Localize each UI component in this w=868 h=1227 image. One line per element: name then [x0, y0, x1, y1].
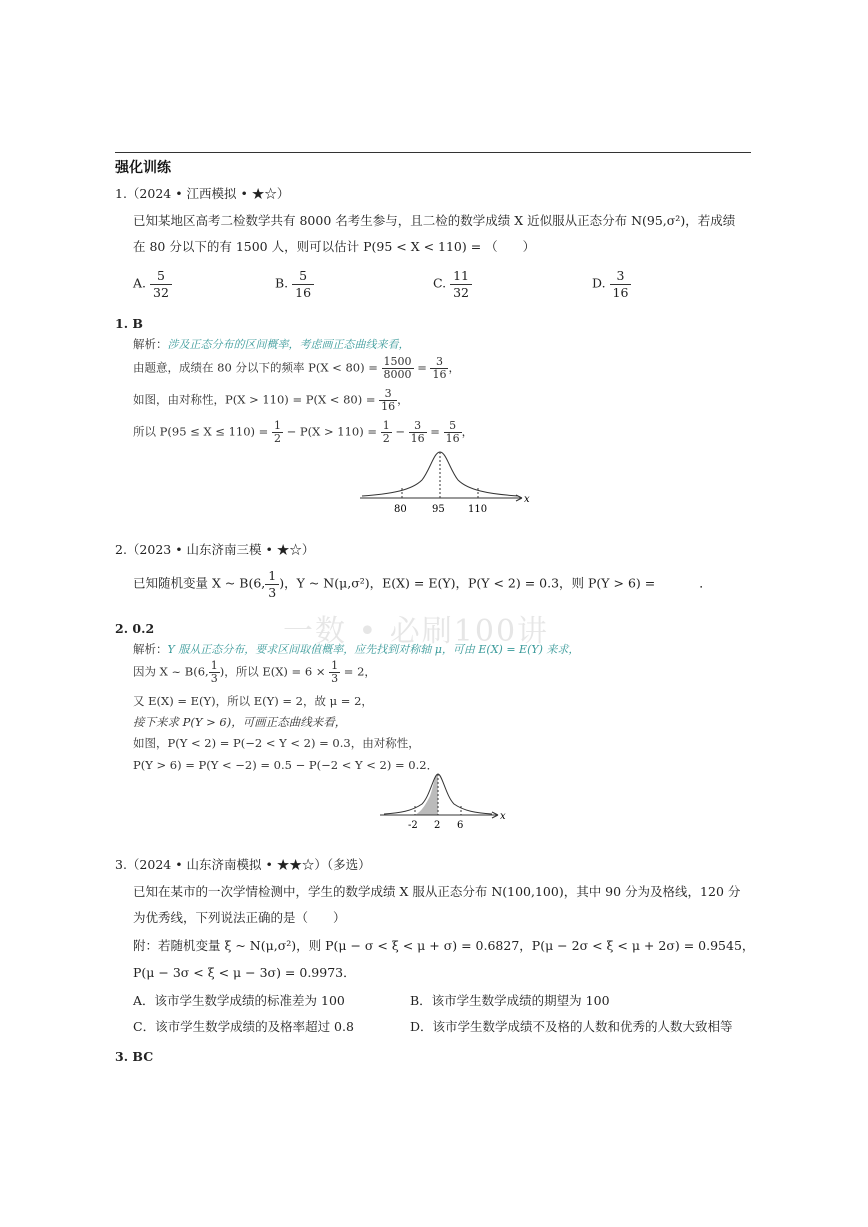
tick-label-95: 95 — [432, 504, 445, 515]
q3-answer: 3. BC — [115, 1049, 154, 1064]
q3-stem-line1: 已知在某市的一次学情检测中，学生的数学成绩 X 服从正态分布 N(100,100)，其中 90 分为及格线，120 分 — [133, 884, 741, 899]
watermark: 一数 • 必刷100讲 — [283, 614, 550, 649]
q2-stem: 已知随机变量 X ~ B(6, $\frac{1}{3}$ )，Y ~ N(μ,σ²)，E(X) = E(Y)，P(Y < 2) = 0.3，则 P(Y > 6) = ． — [133, 568, 712, 600]
q1-solution-line3: 如图，由对称性，P(X > 110) = P(X < 80) = $\frac{3}{16}$ ， — [133, 387, 409, 414]
tick-label-6: 6 — [457, 820, 464, 830]
q3-appendix-line1: 附：若随机变量 ξ ~ N(μ,σ²)，则 P(μ − σ < ξ < μ + σ) = 0.6827，P(μ − 2σ < ξ < μ + 2σ) = 0.9545， — [133, 938, 755, 953]
option-label: B. — [275, 275, 289, 291]
q1-normal-curve-graph — [352, 440, 537, 518]
q2-header: 2.（2023 • 山东济南三模 • ★☆） — [115, 542, 315, 557]
q3-stem-line2: 为优秀线，下列说法正确的是（ ） — [133, 910, 346, 925]
option-fraction: $\frac{5}{16}$ — [292, 268, 314, 300]
header-rule — [115, 152, 751, 153]
q2-solution-line2: 因为 X ~ B(6, $\frac{1}{3}$ )，所以 E(X) = 6 × $\frac{1}{3}$ = 2， — [133, 659, 376, 686]
q3-option-c[interactable]: C．该市学生数学成绩的及格率超过 0.8 — [133, 1019, 354, 1034]
q1-option-b[interactable] — [275, 268, 314, 300]
q1-solution-hint: 解析：涉及正态分布的区间概率，考虑画正态曲线来看， — [133, 337, 410, 351]
option-label: D. — [592, 275, 606, 291]
option-fraction: $\frac{3}{16}$ — [610, 268, 632, 300]
tick-label-80: 80 — [394, 504, 407, 515]
q2-solution-line5: 如图，P(Y < 2) = P(−2 < Y < 2) = 0.3，由对称性， — [133, 736, 420, 750]
q1-stem-line2: 在 80 分以下的有 1500 人，则可以估计 P(95 < X < 110) = （ ） — [133, 239, 536, 254]
q1-answer: 1. B — [115, 316, 143, 331]
q1-option-d[interactable] — [592, 268, 631, 300]
option-label: A. — [133, 275, 147, 291]
option-fraction: $\frac{11}{32}$ — [450, 268, 472, 300]
axis-label: x — [524, 494, 530, 505]
q2-normal-curve-graph — [378, 770, 513, 830]
q3-option-a[interactable]: A．该市学生数学成绩的标准差为 100 — [133, 993, 345, 1008]
q1-solution-line4: 所以 P(95 ≤ X ≤ 110) = $\frac{1}{2}$ − P(X > 110) = $\frac{1}{2}$ − $\frac{3}{16}$ = $\frac{5}{16}$ ， — [133, 419, 474, 446]
shaded-region — [415, 774, 438, 815]
q3-option-d[interactable]: D．该市学生数学成绩不及格的人数和优秀的人数大致相等 — [410, 1019, 733, 1034]
q1-option-c[interactable] — [433, 268, 472, 300]
q1-header: 1.（2024 • 江西模拟 • ★☆） — [115, 186, 290, 201]
axis-label: x — [500, 811, 506, 822]
q1-stem-line1: 已知某地区高考二检数学共有 8000 名考生参与，且二检的数学成绩 X 近似服从正态分布 N(95,σ²)，若成绩 — [133, 213, 736, 228]
q2-answer: 2. 0.2 — [115, 621, 155, 636]
q3-appendix-line2: P(μ − 3σ < ξ < μ − 3σ) = 0.9973． — [133, 965, 356, 980]
q1-option-a[interactable] — [133, 268, 172, 300]
option-fraction: $\frac{5}{32}$ — [150, 268, 172, 300]
tick-label-110: 110 — [468, 504, 488, 515]
tick-label-neg2: -2 — [408, 820, 418, 830]
option-label: C. — [433, 275, 447, 291]
section-title: 强化训练 — [115, 160, 171, 176]
tick-label-2: 2 — [434, 820, 441, 830]
q2-solution-hint: 解析：Y 服从正态分布，要求区间取值概率，应先找到对称轴 μ，可由 E(X) = E(Y) 来求， — [133, 642, 580, 656]
q2-solution-line6: P(Y > 6) = P(Y < −2) = 0.5 − P(−2 < Y < 2) = 0.2． — [133, 758, 439, 772]
q1-solution-line2: 由题意，成绩在 80 分以下的频率 P(X < 80) = $\frac{1500}{8000}$ = $\frac{3}{16}$ ， — [133, 355, 460, 382]
q2-solution-line4: 接下来求 P(Y > 6)，可画正态曲线来看， — [133, 715, 347, 729]
q3-option-b[interactable]: B．该市学生数学成绩的期望为 100 — [410, 993, 610, 1008]
q3-header: 3.（2024 • 山东济南模拟 • ★★☆）（多选） — [115, 857, 371, 872]
q2-solution-line3: 又 E(X) = E(Y)，所以 E(Y) = 2，故 μ = 2， — [133, 694, 373, 708]
